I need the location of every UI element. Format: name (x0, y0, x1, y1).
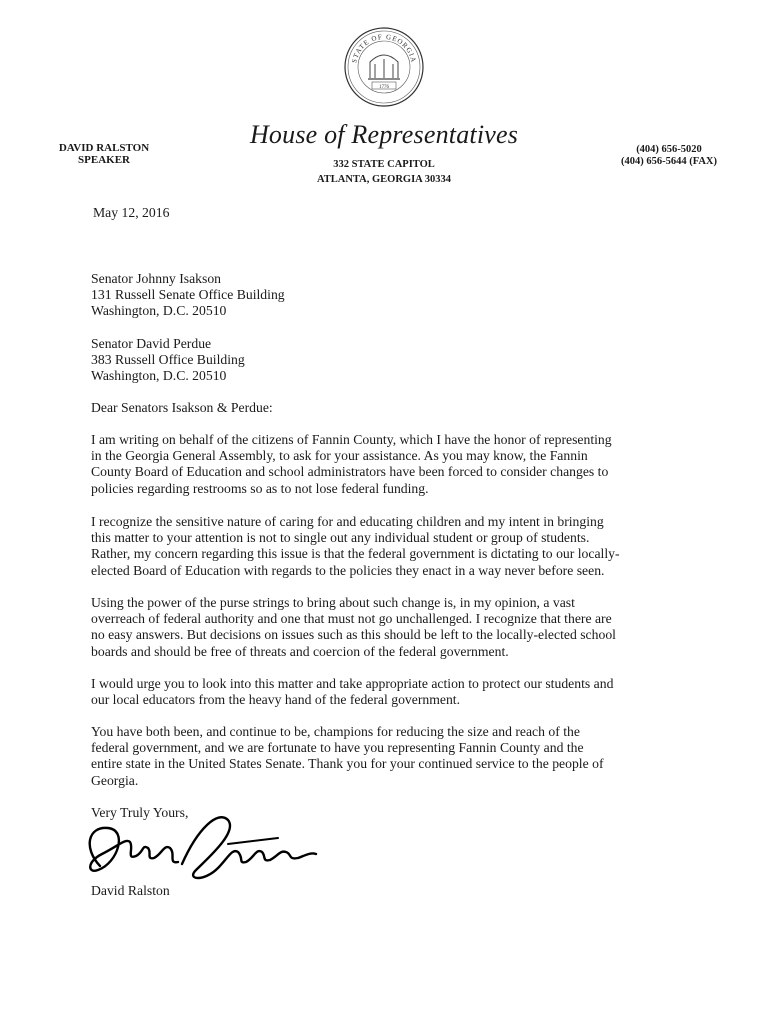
text-line: federal government, and we are fortunate to have you representing Fannin County and the (91, 740, 584, 756)
text-line: I am writing on behalf of the citizens of Fannin County, which I have the honor of representing (91, 432, 612, 447)
salutation: Dear Senators Isakson & Perdue: (91, 400, 273, 415)
speaker-title: SPEAKER (78, 154, 130, 166)
text-line: in the Georgia General Assembly, to ask for your assistance. As you may know, the Fannin (91, 448, 588, 464)
phone-number: (404) 656-5020 (636, 144, 702, 155)
text-line: County Board of Education and school administrators have been forced to consider changes to (91, 464, 609, 480)
georgia-state-seal (343, 26, 425, 108)
paragraph-5 (91, 724, 604, 789)
text-line: elected Board of Education with regards to the policies they enact in a way never before seen. (91, 562, 605, 578)
text-line: no easy answers. But decisions on issues such as this should be left to the locally-elected school (91, 627, 616, 643)
recipient-line: Washington, D.C. 20510 (91, 303, 227, 319)
text-line: I would urge you to look into this matter and take appropriate action to protect our students and (91, 676, 614, 691)
recipient-line: 131 Russell Senate Office Building (91, 287, 285, 303)
paragraph-1 (91, 432, 612, 497)
text-line: I recognize the sensitive nature of caring for and educating children and my intent in bringing (91, 514, 604, 529)
contact-block (604, 144, 734, 168)
recipient-address-2 (91, 336, 245, 385)
closing: Very Truly Yours, (91, 805, 189, 820)
recipient-line: 383 Russell Office Building (91, 352, 245, 368)
recipient-address-1 (91, 271, 285, 320)
letterhead-address (284, 157, 484, 187)
signer-name: David Ralston (91, 883, 170, 898)
text-line: boards and should be free of threats and coercion of the federal government. (91, 643, 509, 659)
text-line: overreach of federal authority and one that must not go unchallenged. I recognize that there are (91, 611, 612, 627)
letter-date: May 12, 2016 (93, 205, 170, 220)
recipient-line: Senator Johnny Isakson (91, 271, 222, 286)
text-line: Rather, my concern regarding this issue is that the federal government is dictating to our locally- (91, 546, 620, 562)
address-line-1: 332 STATE CAPITOL (333, 159, 435, 170)
paragraph-2 (91, 514, 620, 579)
text-line: our local educators from the heavy hand of the federal government. (91, 692, 461, 708)
text-line: Georgia. (91, 772, 139, 788)
letterhead-title: House of Representatives (249, 120, 519, 149)
speaker-block (44, 142, 164, 166)
address-line-2: ATLANTA, GEORGIA 30334 (316, 174, 452, 185)
paragraph-3 (91, 595, 616, 660)
text-line: this matter to your attention is not to single out any individual student or group of students. (91, 530, 590, 546)
text-line: entire state in the United States Senate. Thank you for your continued service to the people of (91, 756, 604, 772)
text-line: policies regarding restrooms so as to not lose federal funding. (91, 480, 429, 496)
text-line: Using the power of the purse strings to bring about such change is, in my opinion, a vast (91, 595, 575, 610)
text-line: You have both been, and continue to be, champions for reducing the size and reach of the (91, 724, 580, 739)
speaker-name: DAVID RALSTON (58, 142, 150, 154)
fax-number: (404) 656-5644 (FAX) (620, 156, 718, 167)
recipient-line: Washington, D.C. 20510 (91, 368, 227, 384)
recipient-line: Senator David Perdue (91, 336, 212, 351)
paragraph-4 (91, 676, 613, 708)
seal-text: STATE OF GEORGIA (350, 32, 418, 64)
seal-year: 1776 (379, 85, 389, 90)
